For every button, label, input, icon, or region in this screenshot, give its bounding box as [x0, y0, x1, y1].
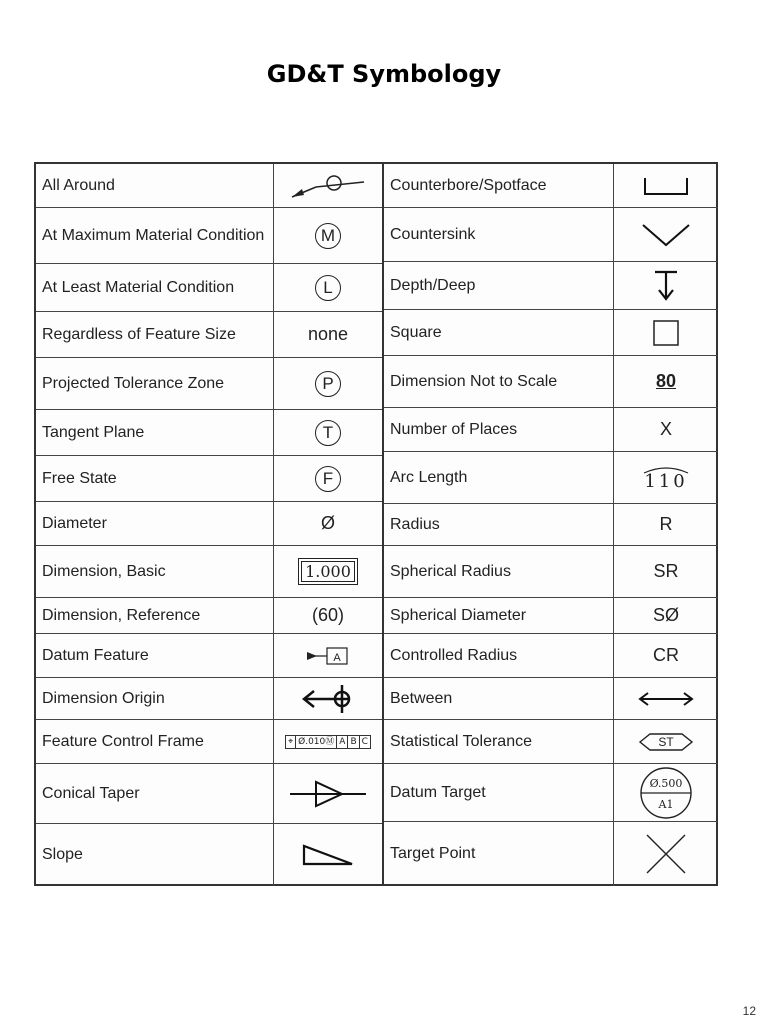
table-row	[36, 824, 382, 886]
number-of-places-icon: X	[659, 419, 672, 439]
page-title: GD&T Symbology	[266, 60, 502, 88]
slope-icon	[274, 824, 382, 886]
table-row	[36, 634, 382, 678]
statistical-tolerance-icon	[614, 720, 718, 763]
depth-icon	[614, 262, 718, 309]
counterbore-icon	[614, 164, 718, 207]
table-row	[384, 598, 718, 634]
fcf-tolerance: Ø.010Ⓜ	[296, 736, 337, 748]
symbol-label: Feature Control Frame	[36, 720, 274, 763]
controlled-radius-icon: CR	[653, 645, 679, 665]
symbol-label: Conical Taper	[36, 764, 274, 823]
table-row	[36, 208, 382, 264]
symbol-cell	[274, 720, 382, 763]
symbol-label: All Around	[36, 164, 274, 207]
spherical-diameter-icon: SØ	[652, 605, 679, 625]
symbol-cell	[274, 358, 382, 409]
table-row	[384, 208, 718, 262]
symbol-label: Counterbore/Spotface	[384, 164, 614, 207]
table-row	[384, 356, 718, 408]
symbol-label: At Least Material Condition	[36, 264, 274, 311]
symbol-label: Square	[384, 310, 614, 355]
symbology-table	[34, 162, 718, 886]
symbol-label: At Maximum Material Condition	[36, 208, 274, 263]
table-row	[384, 164, 718, 208]
table-row	[36, 264, 382, 312]
spherical-radius-icon: SR	[653, 561, 679, 581]
table-row	[36, 164, 382, 208]
not-to-scale-value: 80	[655, 371, 677, 391]
table-row	[384, 452, 718, 504]
symbol-label: Datum Feature	[36, 634, 274, 677]
tangent-plane-circle-icon: T	[315, 420, 341, 446]
statistical-tolerance-text: ST	[658, 734, 674, 749]
table-row	[384, 720, 718, 764]
conical-taper-icon	[274, 764, 382, 823]
symbol-label: Datum Target	[384, 764, 614, 821]
symbol-text: (60)	[311, 605, 344, 625]
table-row	[384, 504, 718, 546]
symbol-cell	[274, 410, 382, 455]
table-row	[36, 598, 382, 634]
free-state-circle-icon: F	[315, 466, 341, 492]
table-row	[384, 310, 718, 356]
fcf-datum-a: A	[337, 736, 348, 748]
symbol-label: Between	[384, 678, 614, 719]
symbol-label: Dimension, Reference	[36, 598, 274, 633]
symbol-label: Free State	[36, 456, 274, 501]
symbol-label: Dimension Origin	[36, 678, 274, 719]
symbol-label: Arc Length	[384, 452, 614, 503]
table-row	[36, 312, 382, 358]
table-row	[36, 720, 382, 764]
symbol-label: Regardless of Feature Size	[36, 312, 274, 357]
feature-control-frame	[285, 735, 371, 749]
all-around-icon	[274, 164, 382, 207]
symbol-label: Countersink	[384, 208, 614, 261]
dimension-origin-icon	[274, 678, 382, 719]
symbol-label: Dimension, Basic	[36, 546, 274, 597]
page-number: 12	[742, 1004, 756, 1018]
mmc-circle-icon: M	[315, 223, 341, 249]
table-row	[36, 764, 382, 824]
symbol-label: Spherical Diameter	[384, 598, 614, 633]
table-row	[36, 410, 382, 456]
left-column	[36, 164, 384, 884]
symbol-label: Diameter	[36, 502, 274, 545]
table-row	[384, 678, 718, 720]
symbol-label: Statistical Tolerance	[384, 720, 614, 763]
square-icon	[614, 310, 718, 355]
datum-letter: A	[333, 651, 341, 664]
table-row	[36, 502, 382, 546]
basic-dimension-box: 1.000	[298, 558, 358, 585]
projected-zone-circle-icon: P	[315, 371, 341, 397]
datum-target-label: A1	[658, 797, 674, 811]
target-point-icon	[614, 822, 718, 886]
symbol-label: Target Point	[384, 822, 614, 886]
symbol-label: Dimension Not to Scale	[384, 356, 614, 407]
table-row	[384, 262, 718, 310]
datum-feature-icon	[274, 634, 382, 677]
table-row	[36, 358, 382, 410]
symbol-cell	[274, 208, 382, 263]
right-column	[384, 164, 718, 884]
datum-target-icon	[614, 764, 718, 821]
symbol-label: Depth/Deep	[384, 262, 614, 309]
countersink-icon	[614, 208, 718, 261]
symbol-cell	[274, 456, 382, 501]
symbol-label: Projected Tolerance Zone	[36, 358, 274, 409]
radius-icon: R	[659, 514, 673, 534]
table-row	[384, 546, 718, 598]
position-icon: ⌖	[286, 736, 296, 748]
arc-length-icon	[614, 452, 718, 503]
symbol-label: Radius	[384, 504, 614, 545]
arc-length-value: 110	[644, 471, 688, 492]
fcf-datum-c: C	[361, 736, 368, 747]
symbol-label: Controlled Radius	[384, 634, 614, 677]
symbol-cell	[274, 264, 382, 311]
table-row	[384, 822, 718, 886]
symbol-label: Tangent Plane	[36, 410, 274, 455]
table-row	[384, 408, 718, 452]
datum-target-size: Ø.500	[649, 776, 683, 790]
symbol-label: Number of Places	[384, 408, 614, 451]
table-row	[36, 456, 382, 502]
table-row	[36, 546, 382, 598]
between-icon	[614, 678, 718, 719]
symbol-cell	[614, 356, 718, 407]
symbol-cell	[274, 546, 382, 597]
diameter-icon: Ø	[320, 513, 335, 533]
symbol-label: Slope	[36, 824, 274, 886]
table-row	[36, 678, 382, 720]
symbol-label: Spherical Radius	[384, 546, 614, 597]
symbol-text: none	[307, 324, 349, 344]
table-row	[384, 634, 718, 678]
lmc-circle-icon: L	[315, 275, 341, 301]
table-row	[384, 764, 718, 822]
fcf-datum-b: B	[348, 736, 359, 748]
